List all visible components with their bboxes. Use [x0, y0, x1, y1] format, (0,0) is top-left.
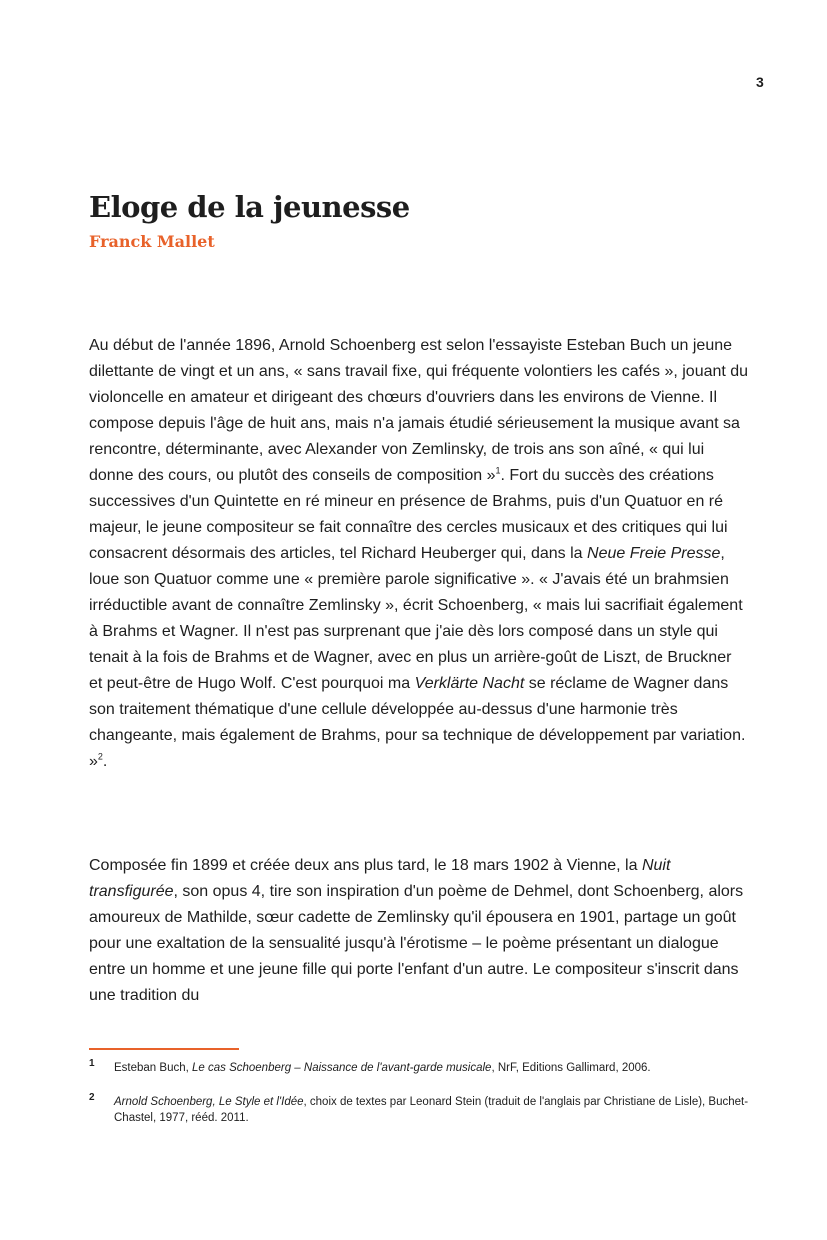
- footnote-2: [89, 1094, 749, 1126]
- newspaper-title: Neue Freie Presse: [587, 545, 721, 562]
- footnote-number: 1: [89, 1058, 95, 1069]
- footnote-book-title: Le cas Schoenberg – Naissance de l'avant-garde musicale: [192, 1062, 492, 1074]
- footnote-1: [89, 1060, 749, 1076]
- footnote-text: [114, 1060, 749, 1076]
- footnote-number: 2: [89, 1092, 95, 1103]
- page-number: 3: [756, 74, 764, 90]
- paragraph-text: .: [102, 753, 108, 770]
- footnote-publisher: , NrF, Editions Gallimard, 2006.: [491, 1062, 651, 1074]
- paragraph-text: Composée fin 1899 et créée deux ans plus tard, le 18 mars 1902 à Vienne, la: [89, 857, 642, 874]
- paragraph-text: Au début de l'année 1896, Arnold Schoenberg est selon l'essayiste Esteban Buch un jeune dilettante de vingt et un ans, « sans travail fixe, qui fréquente volontiers les cafés », jouant du violoncelle en amateur et dirigeant des chœurs d'ouvriers dans les environs de Vienne. Il compose depuis l'âge de huit ans, mais n'a jamais étudié sérieusement la musique avant sa rencontre, déterminante, avec Alexander von Zemlinsky, de trois ans son aîné, « qui lui donne des cours, ou plutôt des conseils de composition »: [89, 337, 749, 484]
- paragraph-text: , loue son Quatuor comme une « première parole significative ». « J'avais été un brahmsien irréductible avant de connaître Zemlinsky », écrit Schoenberg, « mais lui sacrifiait également à Brahms et Wagner. Il n'est pas surprenant que j'aie dès lors composé dans un style qui tenait à la fois de Brahms et de Wagner, avec en plus un arrière-goût de Liszt, de Bruckner et peut-être de Hugo Wolf. C'est pourquoi ma: [89, 545, 743, 692]
- footnote-author: Esteban Buch,: [114, 1062, 192, 1074]
- paragraph-text: , son opus 4, tire son inspiration d'un poème de Dehmel, dont Schoenberg, alors amoureux de Mathilde, sœur cadette de Zemlinsky qu'il épousera en 1901, partage un goût pour une exaltation de la sensualité jusqu'à l'érotisme – le poème présentant un dialogue entre un homme et une jeune fille qui porte l'enfant d'un autre. Le compositeur s'inscrit dans une tradition du: [89, 883, 744, 1004]
- work-title: Nuit transfigurée: [89, 857, 671, 900]
- paragraph-text: se réclame de Wagner dans son traitement thématique d'une cellule développée au-dessus d'une harmonie très changeante, mais également de Brahms, pour sa technique de développement par variation. »: [89, 675, 746, 770]
- footnote-text: [114, 1094, 749, 1126]
- article-title: Eloge de la jeunesse: [89, 190, 410, 224]
- work-title: Verklärte Nacht: [414, 675, 525, 692]
- footnote-publisher: , choix de textes par Leonard Stein (traduit de l'anglais par Christiane de Lisle), Buchet-Chastel, 1977, rééd. 2011.: [114, 1096, 749, 1124]
- footnote-divider: [89, 1048, 239, 1050]
- footnote-ref-1[interactable]: 1: [495, 465, 501, 476]
- body-paragraph-1: [89, 333, 749, 775]
- article-author: Franck Mallet: [89, 232, 215, 251]
- footnote-ref-2[interactable]: 2: [97, 751, 103, 762]
- body-paragraph-2: [89, 853, 749, 1009]
- paragraph-text: . Fort du succès des créations successives d'un Quintette en ré mineur en présence de Brahms, puis d'un Quatuor en ré majeur, le jeune compositeur se fait connaître des cercles musicaux et des critiques qui lui consacrent désormais des articles, tel Richard Heuberger qui, dans la: [89, 467, 728, 562]
- footnote-book-title: Arnold Schoenberg, Le Style et l'Idée: [114, 1096, 304, 1108]
